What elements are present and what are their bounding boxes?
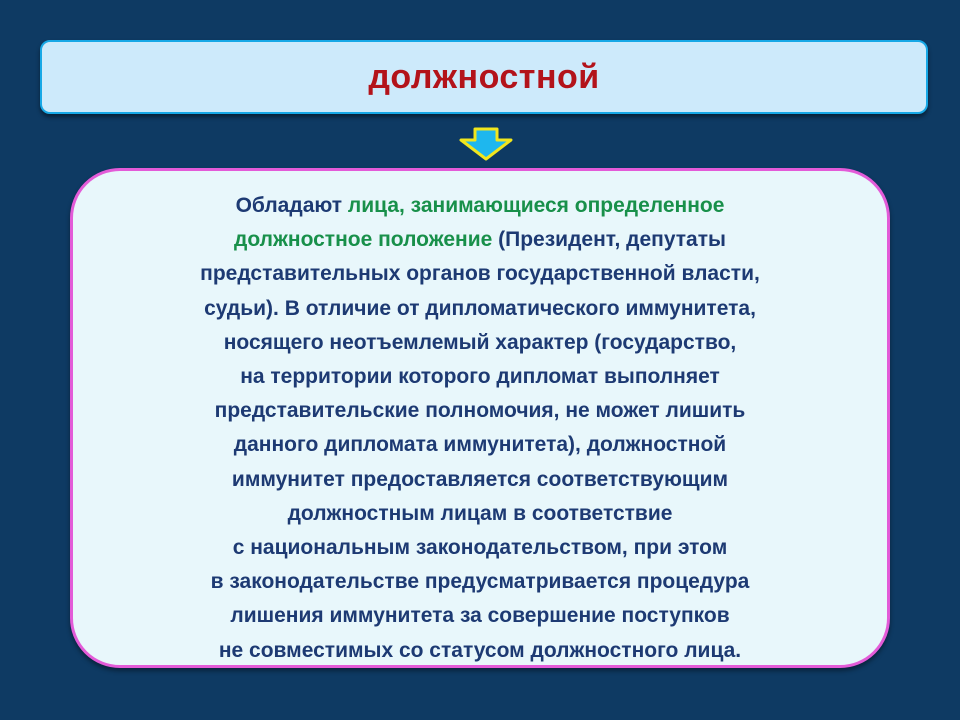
body-text-fragment: представительские полномочия, не может лишить (214, 399, 746, 423)
body-text-line (73, 292, 887, 326)
body-text-fragment: носящего неотъемлемый характер (государство, (223, 330, 737, 354)
body-text-line (73, 599, 887, 633)
body-text-line (73, 189, 887, 223)
title-box (40, 40, 928, 114)
body-text-fragment: судьи). В отличие от дипломатического иммунитета, (204, 296, 756, 320)
slide-title: должностной (368, 57, 600, 96)
body-text-line (73, 565, 887, 599)
body-text-line (73, 428, 887, 462)
body-text-fragment: в законодательстве предусматривается процедура (210, 570, 750, 594)
body-text-line (73, 634, 887, 668)
highlighted-text: должностное положение (234, 228, 493, 252)
content-box (70, 168, 890, 668)
body-text-fragment: данного дипломата иммунитета), должностной (233, 433, 727, 457)
body-text-line (73, 360, 887, 394)
body-text-fragment: Обладают (235, 194, 348, 217)
body-text-line (73, 497, 887, 531)
body-text-fragment: (Президент, депутаты (492, 228, 726, 252)
body-text-fragment: не совместимых со статусом должностного лица. (218, 638, 742, 662)
body-text-line (73, 463, 887, 497)
body-text-line (73, 257, 887, 291)
body-text-fragment: с национальным законодательством, при этом (232, 536, 728, 560)
body-text (73, 189, 887, 668)
down-arrow-icon (458, 127, 514, 161)
body-text-line (73, 326, 887, 360)
body-text-fragment: на территории которого дипломат выполняет (240, 365, 720, 389)
body-text-fragment: представительных органов государственной власти, (200, 262, 760, 286)
body-text-fragment: должностным лицам в соответствие (287, 501, 673, 525)
body-text-line (73, 531, 887, 565)
body-text-line (73, 394, 887, 428)
highlighted-text: лица, занимающиеся определенное (347, 194, 725, 217)
body-text-line (73, 223, 887, 257)
body-text-fragment: лишения иммунитета за совершение поступков (230, 604, 730, 628)
body-text-fragment: иммунитет предоставляется соответствующим (231, 467, 729, 491)
